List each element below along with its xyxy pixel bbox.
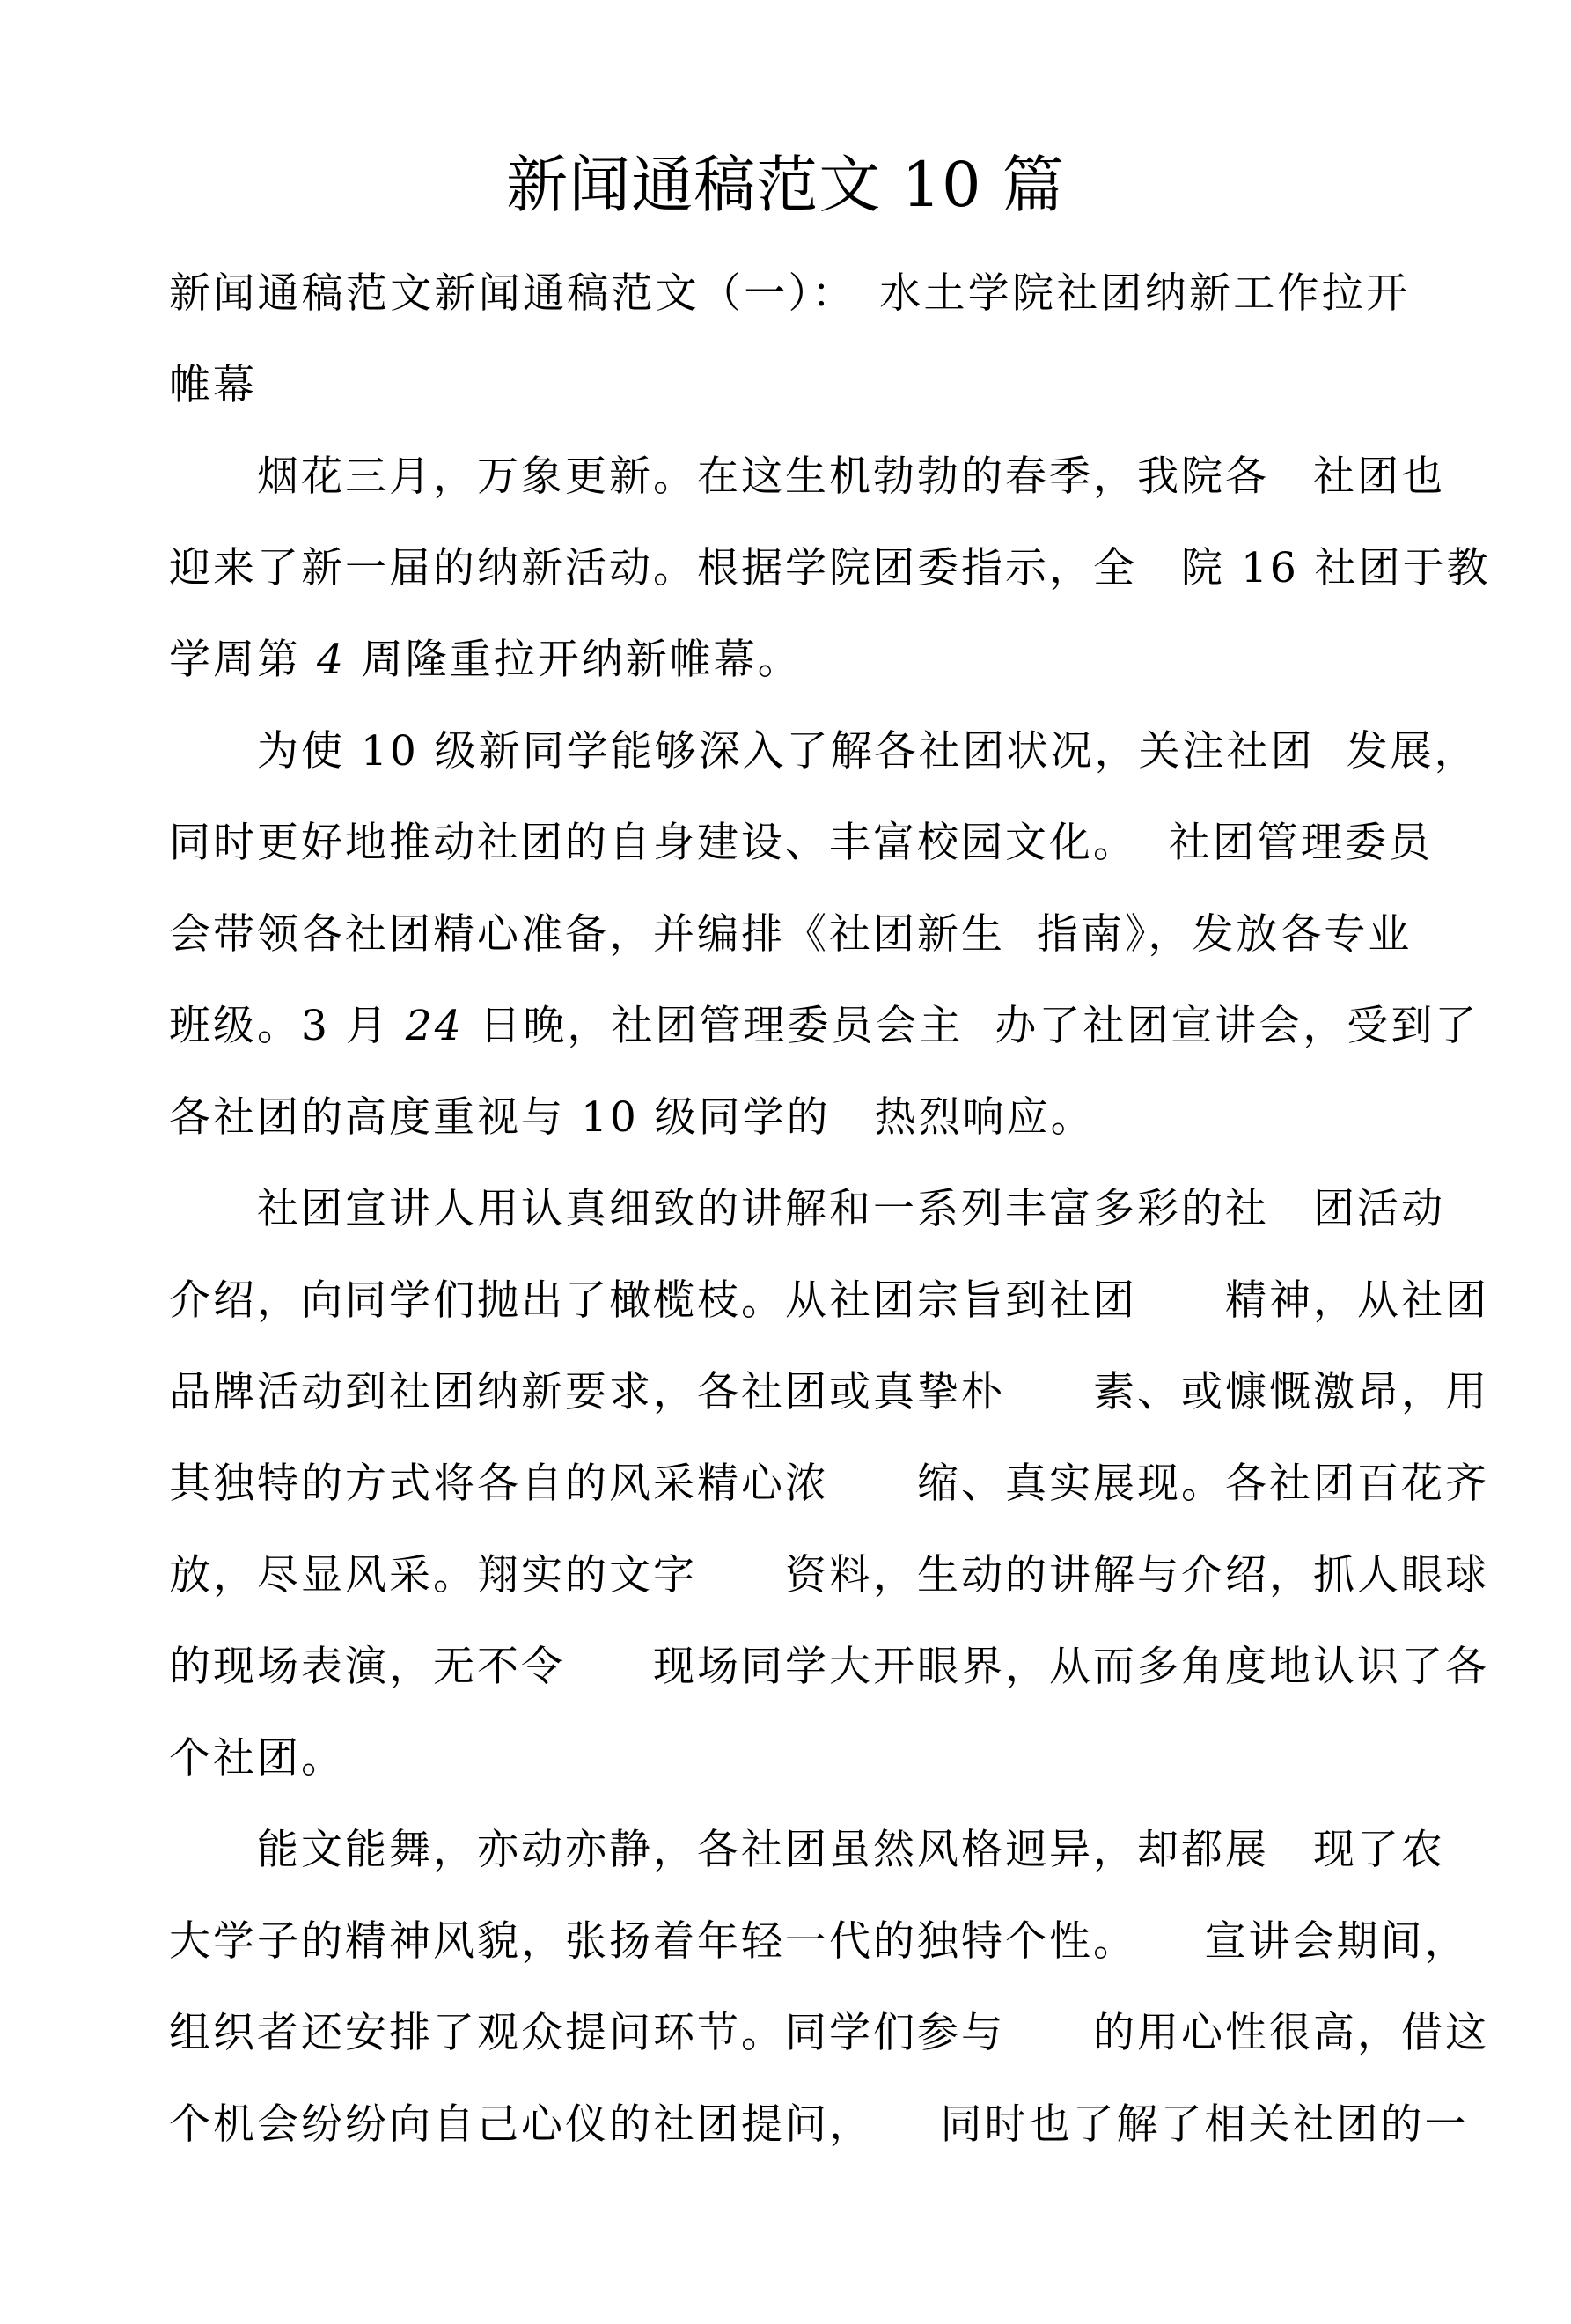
text-line — [169, 1988, 1489, 2079]
text-segment: 的现场表演，无不令 现场同学大开眼界，从而多角度地认识了各 — [169, 1643, 1489, 1691]
text-segment: 个机会纷纷向自己心仪的社团提问， 同时也了解了相关社团的一 — [169, 2100, 1469, 2149]
text-line — [169, 1438, 1489, 1530]
text-segment: 各社团的高度重视与 10 级同学的 热烈响应。 — [169, 1093, 1095, 1142]
italic-text-segment: 4 — [316, 636, 346, 684]
text-segment: 新闻通稿范文新闻通稿范文（一）： 水土学院社团纳新工作拉开 — [169, 269, 1410, 318]
text-line — [169, 1347, 1489, 1438]
text-line — [169, 1255, 1489, 1347]
text-line — [169, 798, 1433, 889]
text-segment: 同时更好地推动社团的自身建设、丰富校园文化。 社团管理委员 — [169, 819, 1433, 867]
text-segment: 帷幕 — [169, 361, 257, 409]
text-line — [169, 1530, 1489, 1622]
text-segment: 烟花三月，万象更新。在这生机勃勃的春季，我院各 社团也 — [257, 452, 1445, 501]
text-line — [169, 248, 1410, 340]
text-segment: 社团宣讲人用认真细致的讲解和一系列丰富多彩的社 团活动 — [257, 1185, 1445, 1233]
text-line — [169, 1622, 1489, 1713]
text-line — [169, 1164, 1445, 1255]
text-line — [169, 1072, 1410, 1164]
text-segment: 品牌活动到社团纳新要求，各社团或真挚朴 素、或慷慨激昂，用 — [169, 1368, 1489, 1416]
text-line — [169, 340, 1410, 431]
text-segment: 班级。3 月 — [169, 1002, 406, 1050]
text-line — [169, 1896, 1469, 1988]
text-segment: 介绍，向同学们抛出了橄榄枝。从社团宗旨到社团 精神，从社团 — [169, 1276, 1489, 1325]
text-segment: 放，尽显风采。翔实的文字 资料，生动的讲解与介绍，抓人眼球 — [169, 1551, 1489, 1600]
text-line — [169, 1713, 1410, 1805]
text-segment: 组织者还安排了观众提问环节。同学们参与 的用心性很高，借这 — [169, 2009, 1489, 2057]
text-segment: 学周第 — [169, 636, 317, 684]
text-segment: 大学子的精神风貌，张扬着年轻一代的独特个性。 宣讲会期间， — [169, 1917, 1469, 1966]
text-line — [169, 614, 1410, 706]
text-segment: 日晚，社团管理委员会主 办了社团宣讲会，受到了 — [463, 1002, 1479, 1050]
text-segment: 能文能舞，亦动亦静，各社团虽然风格迥异，却都展 现了农 — [257, 1826, 1445, 1874]
text-line — [169, 431, 1445, 523]
text-line — [169, 1805, 1445, 1896]
document-body — [169, 248, 1491, 2171]
text-line — [169, 2079, 1469, 2171]
text-line — [169, 981, 1479, 1072]
text-line — [169, 706, 1479, 798]
text-segment: 个社团。 — [169, 1734, 345, 1783]
text-line — [169, 523, 1491, 614]
text-line — [169, 889, 1413, 981]
text-segment: 周隆重拉开纳新帷幕。 — [345, 636, 802, 684]
document-title: 新闻通稿范文 10 篇 — [506, 149, 1065, 221]
text-segment: 会带领各社团精心准备，并编排《社团新生 指南》，发放各专业 — [169, 910, 1413, 959]
text-segment: 其独特的方式将各自的风采精心浓 缩、真实展现。各社团百花齐 — [169, 1460, 1489, 1508]
text-segment: 为使 10 级新同学能够深入了解各社团状况，关注社团 发展， — [257, 727, 1479, 776]
text-segment: 迎来了新一届的纳新活动。根据学院团委指示，全 院 16 社团于教 — [169, 544, 1491, 592]
italic-text-segment: 24 — [405, 1002, 464, 1050]
